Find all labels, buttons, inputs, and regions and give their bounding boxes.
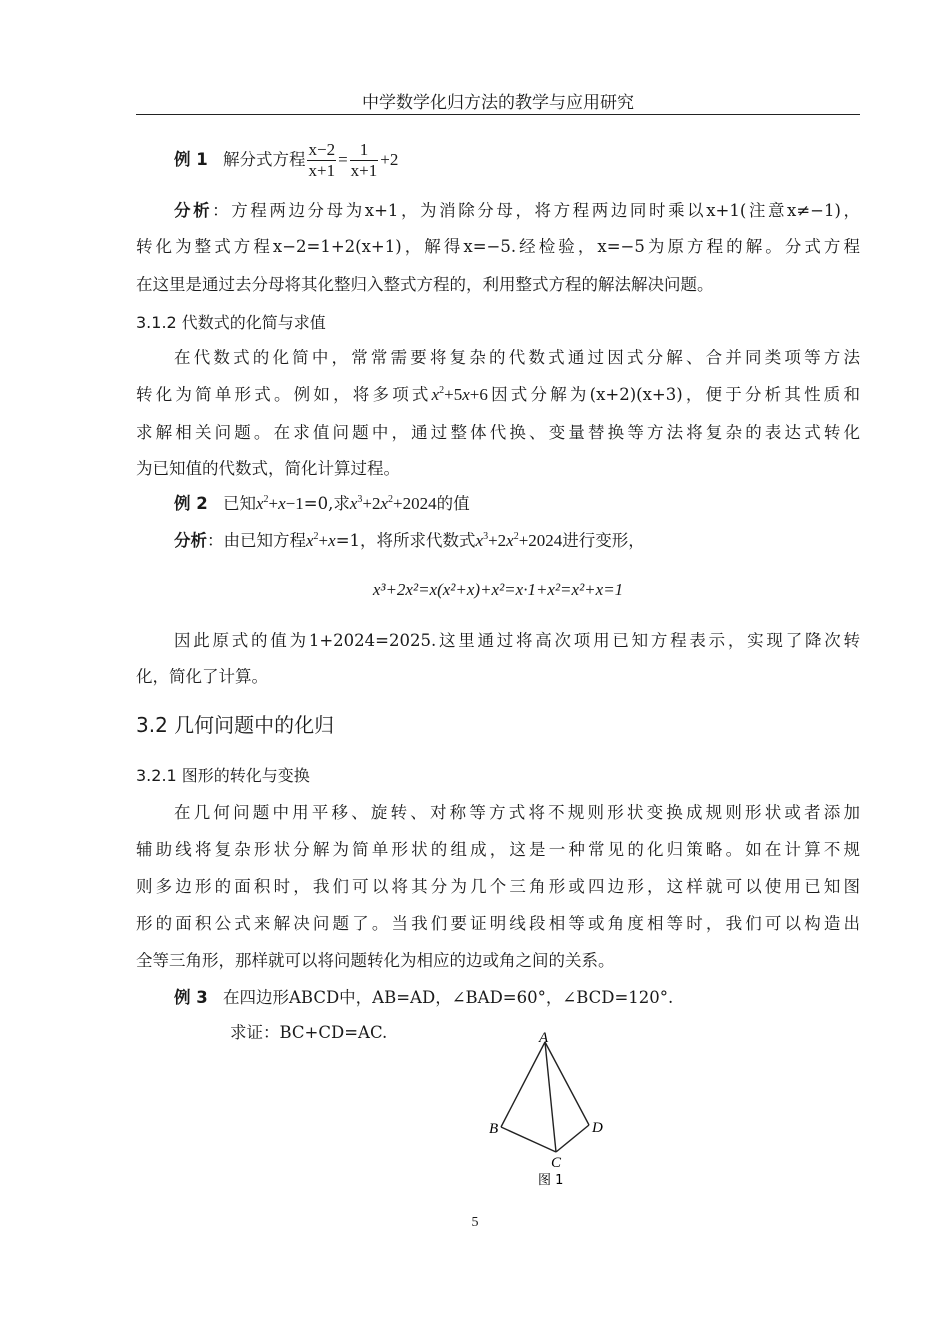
example-3-text: 在四边形ABCD中，AB=AD，∠BAD=60°，∠BCD=120°. xyxy=(222,988,674,1007)
fraction-2-numerator: 1 xyxy=(350,140,379,161)
label-a: A xyxy=(539,1030,549,1046)
example-2-text-a: 已知 xyxy=(222,494,256,513)
quadrilateral-diagram xyxy=(485,1028,615,1193)
example-1-prefix: 解分式方程 xyxy=(222,150,306,169)
example-2 xyxy=(136,492,860,516)
label-b: B xyxy=(489,1121,499,1137)
analysis-1-text: ：方程两边分母为x+1，为消除分母，将方程两边同时乘以x+1(注意x≠−1)， xyxy=(212,201,860,220)
target-expression: $x^3+2x^2+2024$ xyxy=(349,494,437,513)
segment-bc xyxy=(501,1127,556,1152)
label-d: D xyxy=(592,1120,603,1136)
analysis-1-line-1 xyxy=(136,199,860,223)
header-rule xyxy=(136,114,860,115)
display-equation xyxy=(136,578,860,602)
para-312-line-2a: 转化为简单形式。例如，将多项式 xyxy=(136,385,432,404)
running-header: 中学数学化归方法的教学与应用研究 xyxy=(362,93,634,113)
para-321-line-4: 形的面积公式来解决问题了。当我们要证明线段相等或角度相等时，我们可以构造出 xyxy=(136,914,860,933)
example-1-suffix: +2 xyxy=(380,150,399,169)
para-312-line-3: 求解相关问题。在求值问题中，通过整体代换、变量替换等方法将复杂的表达式转化 xyxy=(136,423,860,442)
figure-1 xyxy=(485,1028,615,1193)
given-equation: $x^2+x-1$ xyxy=(255,494,304,513)
example-2-text-b: =0,求 xyxy=(303,494,350,513)
fraction-2-denominator: x+1 xyxy=(350,161,378,180)
example-2-text-c: 的值 xyxy=(436,494,470,513)
expression-transform: $x^3+2x^2+2024$ xyxy=(475,531,563,550)
analysis-2-text-c: 进行变形， xyxy=(562,531,645,550)
segment-ab xyxy=(501,1042,545,1127)
fraction-1-denominator: x+1 xyxy=(308,161,336,180)
para-312-line-2b: 因式分解为(x+2)(x+3)，便于分析其性质和 xyxy=(487,385,860,404)
polynomial: $x^2+5x+6$ xyxy=(431,385,488,404)
known-equation: $x^2+x$ xyxy=(306,531,336,550)
para-321-line-2: 辅助线将复杂形状分解为简单形状的组成，这是一种常见的化归策略。如在计算不规 xyxy=(136,840,860,859)
analysis-2 xyxy=(136,529,860,553)
analysis-2-text-b: =1，将所求代数式 xyxy=(335,531,476,550)
para-321-line-3: 则多边形的面积时，我们可以将其分为几个三角形或四边形，这样就可以使用已知图 xyxy=(136,877,860,896)
para-321-line-1: 在几何问题中用平移、旋转、对称等方式将不规则形状变换成规则形状或者添加 xyxy=(174,803,860,822)
analysis-1-line-2: 转化为整式方程x−2=1+2(x+1)，解得x=−5.经检验，x=−5为原方程的解。分式方程 xyxy=(136,237,860,256)
example-3 xyxy=(136,986,860,1010)
analysis-1-label: 分析 xyxy=(174,201,213,220)
label-c: C xyxy=(551,1155,562,1171)
example-1 xyxy=(136,140,860,181)
figure-caption: 图 1 xyxy=(538,1173,564,1188)
fraction-2 xyxy=(350,140,379,181)
analysis-2-label: 分析 xyxy=(174,531,207,550)
example-1-equals: = xyxy=(338,150,348,169)
analysis-2-text-a: ：由已知方程 xyxy=(207,531,306,550)
example-1-label: 例 1 xyxy=(174,150,208,169)
para-312-line-4: 为已知值的代数式，简化计算过程。 xyxy=(136,459,400,478)
display-equation-text: x³+2x²=x(x²+x)+x²=x·1+x²=x²+x=1 xyxy=(372,580,624,599)
section-heading-3-2-1: 3.2.1 图形的转化与变换 xyxy=(136,766,310,785)
example-2-label: 例 2 xyxy=(174,494,208,513)
para-321-line-5: 全等三角形，那样就可以将问题转化为相应的边或角之间的关系。 xyxy=(136,951,615,970)
example-3-prove: 求证：BC+CD=AC. xyxy=(230,1023,388,1042)
segment-cd xyxy=(556,1125,589,1152)
conclusion-line-1: 因此原式的值为1+2024=2025.这里通过将高次项用已知方程表示，实现了降次转 xyxy=(174,631,860,650)
para-312-line-2 xyxy=(136,383,860,407)
page-number: 5 xyxy=(471,1215,479,1230)
fraction-1-numerator: x−2 xyxy=(308,140,336,159)
fraction-1 xyxy=(307,140,336,181)
section-heading-3-2: 3.2 几何问题中的化归 xyxy=(136,713,335,737)
section-heading-3-1-2: 3.1.2 代数式的化简与求值 xyxy=(136,313,326,332)
example-3-label: 例 3 xyxy=(174,988,208,1007)
para-312-line-1: 在代数式的化简中，常常需要将复杂的代数式通过因式分解、合并同类项等方法 xyxy=(174,348,860,367)
analysis-1-line-3: 在这里是通过去分母将其化整归入整式方程的，利用整式方程的解法解决问题。 xyxy=(136,275,714,294)
conclusion-line-2: 化，简化了计算。 xyxy=(136,667,268,686)
